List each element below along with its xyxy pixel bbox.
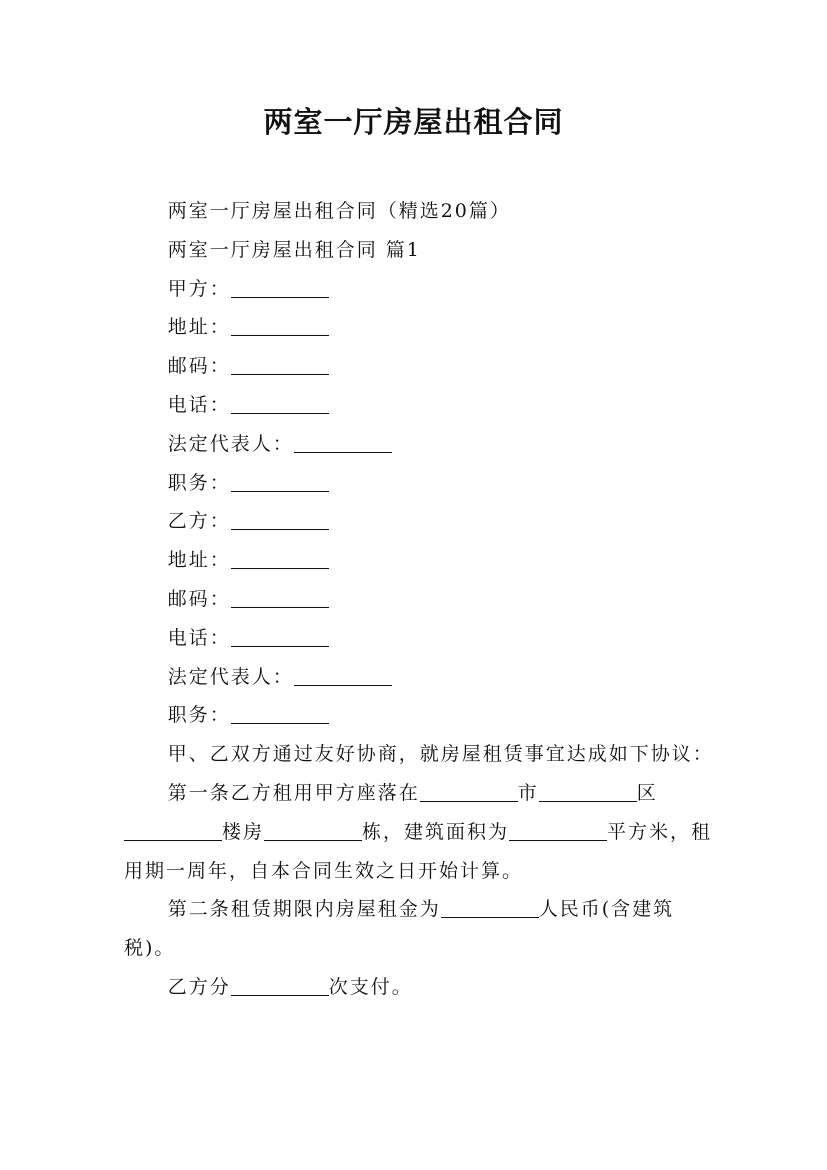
article-1-part-4: 楼房 [222,820,265,843]
party-b-rep-label: 法定代表人： [167,665,294,688]
article-1-part-3: 区 [636,781,658,804]
installments-blank [231,976,329,996]
section-heading-text: 两室一厅房屋出租合同 篇1 [167,238,421,261]
party-a-postcode-line [124,347,714,386]
street-blank [124,821,222,841]
party-a-address-line [124,308,714,347]
article-2-part-1: 第二条租赁期限内房屋租金为 [167,898,441,921]
article-2 [124,890,714,968]
payment-line [124,968,714,1007]
party-a-phone-label: 电话： [167,393,231,416]
payment-part-2: 次支付。 [328,975,413,998]
party-b-phone-line [124,619,714,658]
party-b-rep-blank [294,666,392,686]
party-a-address-blank [231,316,329,336]
area-blank [509,821,607,841]
article-1-part-1: 第一条乙方租用甲方座落在 [167,781,420,804]
document-title: 两室一厅房屋出租合同 [263,105,564,139]
district-blank [539,782,637,802]
party-a-phone-blank [231,394,329,414]
payment-part-1: 乙方分 [167,975,231,998]
party-a-rep-blank [294,433,392,453]
article-1-part-2: 市 [517,781,539,804]
section-heading-line [124,231,714,270]
party-b-position-label: 职务： [167,704,231,727]
document-body [124,192,714,1007]
party-a-postcode-blank [231,355,329,375]
party-b-address-line [124,541,714,580]
building-blank [264,821,362,841]
subtitle-line [124,192,714,231]
party-b-label: 乙方： [167,510,231,533]
city-blank [420,782,518,802]
party-b-postcode-line [124,580,714,619]
party-b-position-line [124,696,714,735]
party-b-postcode-label: 邮码： [167,587,231,610]
article-1-part-5: 栋，建筑面积为 [362,820,510,843]
article-1 [124,774,714,890]
party-a-rep-label: 法定代表人： [167,432,294,455]
party-a-blank [231,278,329,298]
party-a-position-label: 职务： [167,471,231,494]
party-a-rep-line [124,425,714,464]
party-a-postcode-label: 邮码： [167,355,231,378]
party-b-blank [231,510,329,530]
party-b-address-label: 地址： [167,549,231,572]
party-b-phone-blank [231,627,329,647]
party-a-position-blank [231,472,329,492]
party-a-line [124,270,714,309]
party-a-position-line [124,464,714,503]
party-a-address-label: 地址： [167,316,231,339]
rent-blank [441,898,539,918]
article-2-part-2: 人民币(含建筑税)。 [124,898,675,960]
party-b-postcode-blank [231,588,329,608]
subtitle-text: 两室一厅房屋出租合同（精选20篇） [167,200,511,222]
party-a-label: 甲方： [167,277,231,300]
party-b-rep-line [124,658,714,697]
article-1-part-6: 平方米，租用期一周年，自本合同生效之日开始计算。 [124,820,713,882]
party-b-position-blank [231,704,329,724]
party-b-phone-label: 电话： [167,626,231,649]
agreement-intro: 甲、乙双方通过友好协商，就房屋租赁事宜达成如下协议： [167,743,714,766]
party-b-address-blank [231,549,329,569]
party-b-line [124,502,714,541]
party-a-phone-line [124,386,714,425]
